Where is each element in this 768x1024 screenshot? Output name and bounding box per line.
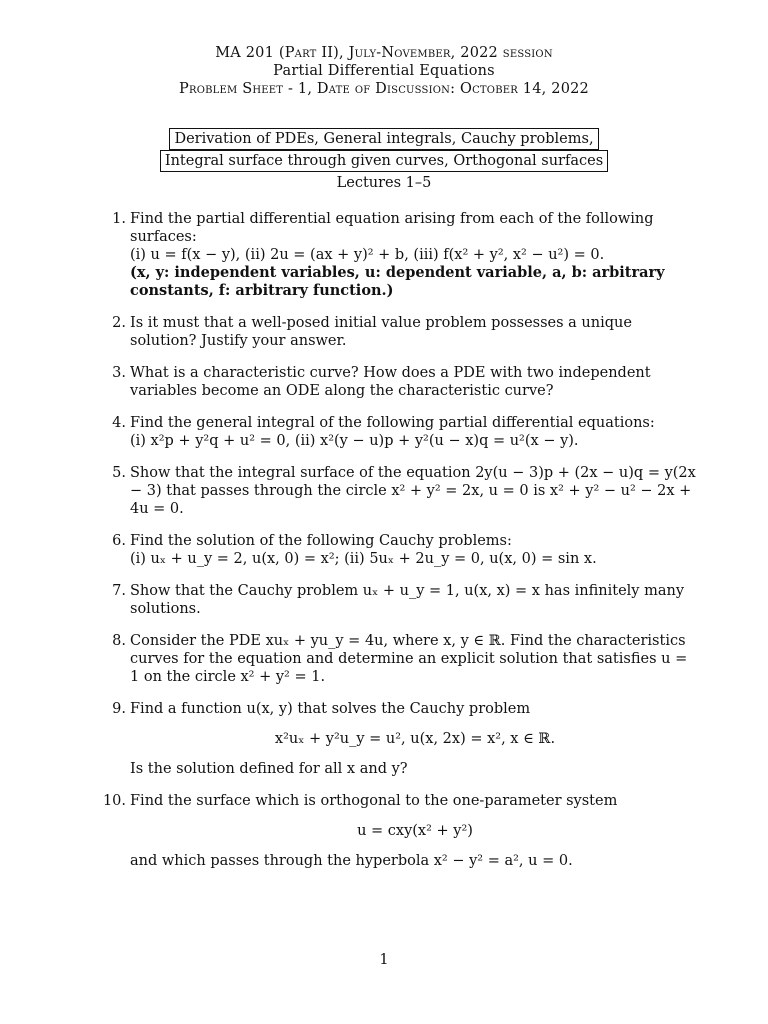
- problem-number: 6.: [112, 533, 126, 549]
- problem-number: 5.: [112, 465, 126, 481]
- display-equation: u = cxy(x² + y²): [357, 823, 473, 839]
- problem-text: Find the surface which is orthogonal to the one-parameter system: [130, 793, 618, 809]
- course-session: session: [502, 45, 553, 61]
- problem-6: [106, 532, 700, 568]
- sheet-date: 14, 2022: [517, 81, 589, 97]
- problem-text: Show that the integral surface of the equation 2y(u − 3)p + (2x − u)q = y(2x − 3) that passes through the circle x² + y² = 2x, u = 0 is x² + y² − u² − 2x + 4u = 0.: [130, 465, 696, 517]
- course-part: Part II: [284, 45, 334, 61]
- problem-5: [106, 464, 700, 518]
- problem-subparts: (i) uₓ + u_y = 2, u(x, 0) = x²; (ii) 5uₓ + 2u_y = 0, u(x, 0) = sin x.: [130, 551, 597, 567]
- problem-7: [106, 582, 700, 618]
- sheet-title-text: Problem Sheet - 1, Date of Discussion: October: [179, 81, 518, 97]
- course-title: Partial Differential Equations: [273, 63, 495, 79]
- problem-number: 4.: [112, 415, 126, 431]
- problem-9: [106, 700, 700, 778]
- course-code: MA 201 (: [215, 45, 285, 61]
- problem-number: 10.: [102, 793, 126, 809]
- problem-text: What is a characteristic curve? How does a PDE with two independent variables become an ODE along the characteristic curve?: [130, 365, 651, 399]
- problem-8: [106, 632, 700, 686]
- problem-text: Is it must that a well-posed initial value problem possesses a unique solution? Justify your answer.: [130, 315, 632, 349]
- problem-text: Find the partial differential equation arising from each of the following surfaces:: [130, 211, 654, 245]
- topics-box-1: Derivation of PDEs, General integrals, Cauchy problems,: [169, 128, 598, 150]
- problem-3: [106, 364, 700, 400]
- problem-text: Find the solution of the following Cauchy problems:: [130, 533, 512, 549]
- course-term: July-November: [348, 45, 451, 61]
- topics-box-2: Integral surface through given curves, Orthogonal surfaces: [160, 150, 608, 172]
- problem-number: 7.: [112, 583, 126, 599]
- course-line: [0, 44, 768, 62]
- problem-number: 9.: [112, 701, 126, 717]
- sheet-title: [0, 80, 768, 98]
- problem-subparts: (i) u = f(x − y), (ii) 2u = (ax + y)² + b, (iii) f(x² + y², x² − u²) = 0.: [130, 247, 605, 263]
- problem-text: Consider the PDE xuₓ + yu_y = 4u, where x, y ∈ ℝ. Find the characteristics curves for the equation and determine an explicit solution that satisfies u = 1 on the circle x² + y² = 1.: [130, 633, 688, 685]
- lectures-label: Lectures 1–5: [336, 175, 432, 191]
- problem-2: [106, 314, 700, 350]
- problem-text: Show that the Cauchy problem uₓ + u_y = 1, u(x, x) = x has infinitely many solutions.: [130, 583, 685, 617]
- page-number: 1: [379, 952, 389, 968]
- problem-text: Find a function u(x, y) that solves the Cauchy problem: [130, 701, 531, 717]
- problem-number: 1.: [112, 211, 126, 227]
- problem-number: 2.: [112, 315, 126, 331]
- problem-list: [102, 210, 700, 870]
- problem-number: 8.: [112, 633, 126, 649]
- display-equation: x²uₓ + y²u_y = u², u(x, 2x) = x², x ∈ ℝ.: [274, 731, 556, 747]
- course-year: , 2022: [450, 45, 503, 61]
- problem-1: [106, 210, 700, 300]
- problem-followup: Is the solution defined for all x and y?: [130, 761, 408, 777]
- topics-block: [0, 128, 768, 193]
- problem-10: [102, 792, 700, 870]
- problem-number: 3.: [112, 365, 126, 381]
- problem-4: [106, 414, 700, 450]
- problem-text: Find the general integral of the following partial differential equations:: [130, 415, 655, 431]
- problem-followup: and which passes through the hyperbola x² − y² = a², u = 0.: [130, 853, 573, 869]
- problem-note: (x, y: independent variables, u: dependent variable, a, b: arbitrary constants, f: arbitrary function.): [130, 264, 665, 299]
- course-sep: ),: [333, 45, 349, 61]
- sheet-header: [0, 44, 768, 98]
- problem-subparts: (i) x²p + y²q + u² = 0, (ii) x²(y − u)p + y²(u − x)q = u²(x − y).: [130, 433, 579, 449]
